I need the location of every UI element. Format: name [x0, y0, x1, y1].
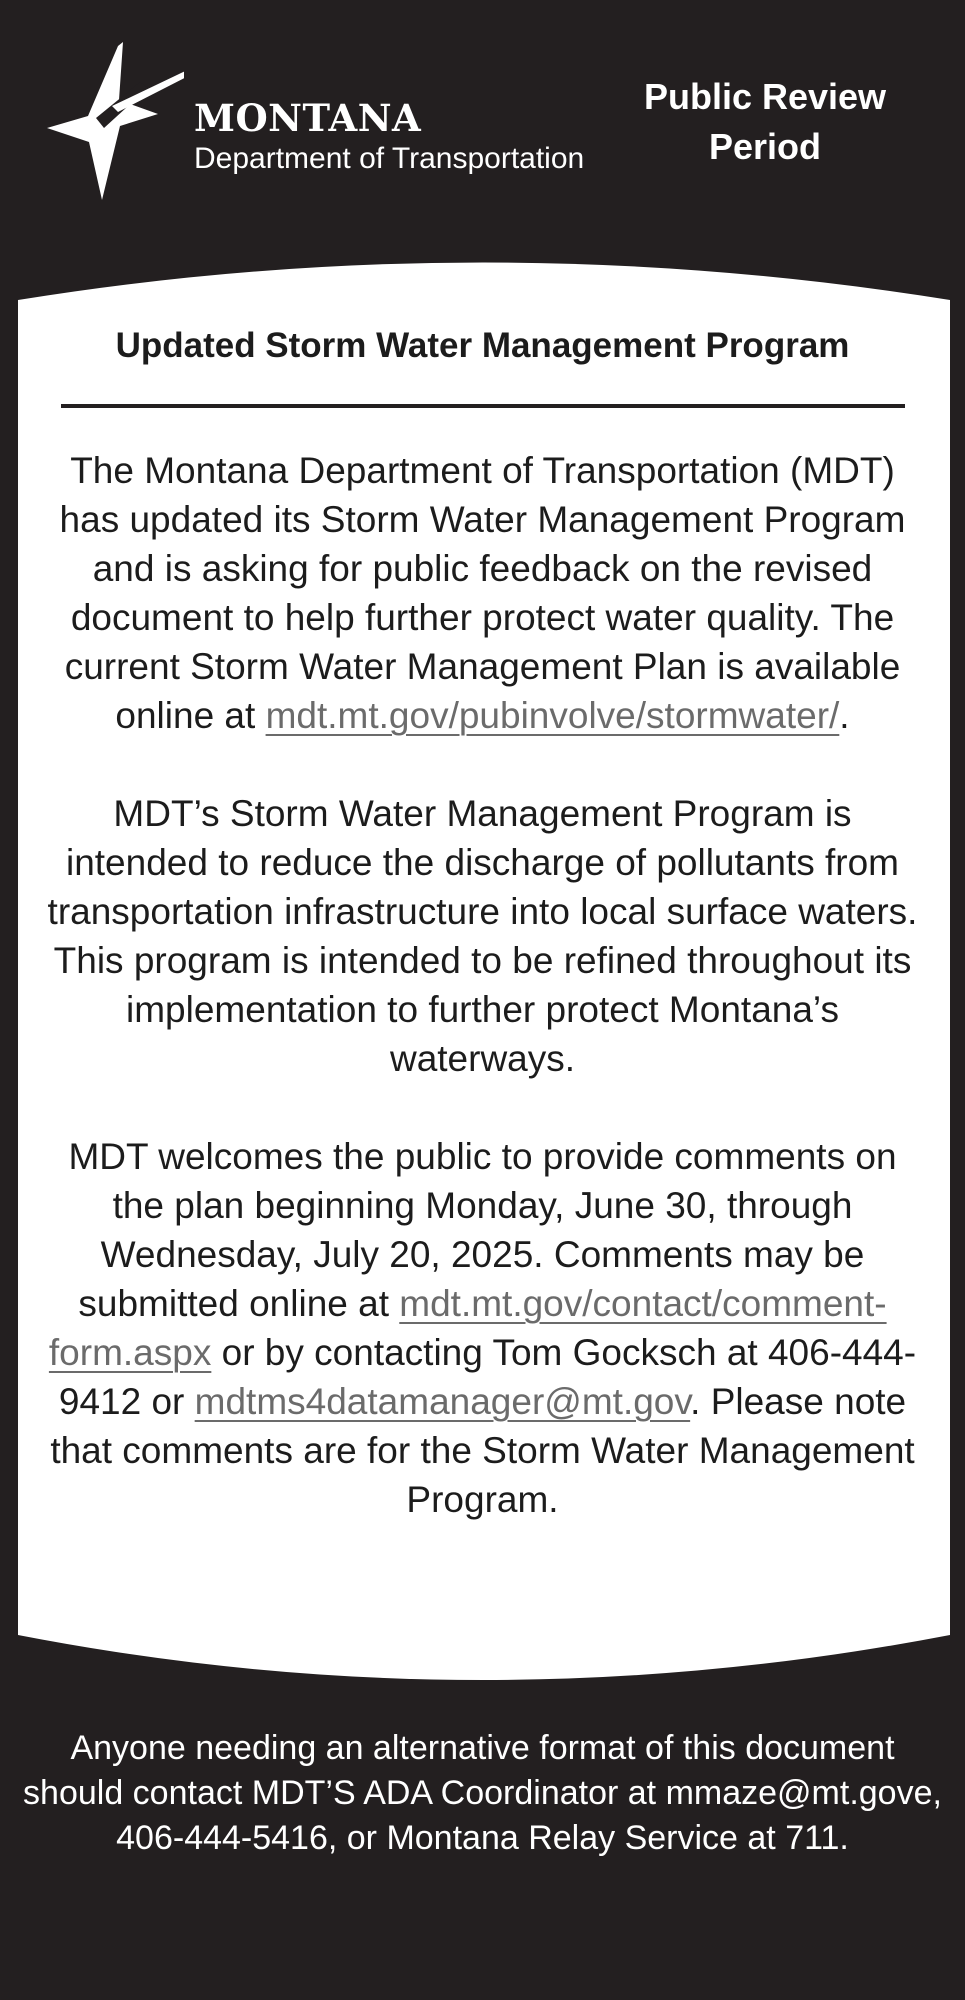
email-link[interactable]: mdtms4datamanager@mt.gov: [194, 1381, 691, 1422]
intro-text: The Montana Department of Transportation (MDT) has updated its Storm Water Management Program and is asking for public feedback on the revised document to help further protect water quality. The current Storm Water Management Plan is available online at: [59, 450, 906, 736]
logo-title: MONTANA: [194, 96, 422, 140]
paragraph-intro: [35, 446, 930, 740]
review-line-1: Public Review: [643, 76, 887, 117]
notice-title: Updated Storm Water Management Program: [115, 326, 850, 365]
review-line-2: Period: [708, 126, 822, 167]
paragraph-comments: [35, 1132, 930, 1524]
comments-text: MDT welcomes the public to provide comments on the plan beginning Monday, June 30, through Wednesday, July 20, 2025. Comments may be submitted online at: [68, 1136, 897, 1324]
title-divider: [61, 404, 905, 408]
comments-mid: or by contacting Tom Gocksch at 406-444-9412 or: [58, 1332, 917, 1422]
intro-end: .: [839, 695, 850, 736]
logo-subtitle: Department of Transportation: [194, 142, 585, 175]
review-badge: [605, 72, 925, 172]
comments-end: . Please note that comments are for the Storm Water Management Program.: [50, 1381, 915, 1520]
star-logo-icon: [44, 36, 184, 206]
comment-form-link[interactable]: mdt.mt.gov/contact/comment-form.aspx: [48, 1283, 887, 1373]
header: [0, 0, 965, 270]
mdt-logo[interactable]: [44, 36, 604, 206]
stormwater-plan-link[interactable]: mdt.mt.gov/pubinvolve/stormwater/: [265, 695, 840, 736]
ada-footer: Anyone needing an alternative format of this document should contact MDT’S ADA Coordinator at mmaze@mt.gove, 406-444-5416, or Montana Relay Service at 711.: [23, 1729, 942, 1857]
paragraph-purpose: MDT’s Storm Water Management Program is intended to reduce the discharge of pollutants from transportation infrastructure into local surface waters. This program is intended to be refined throughout its implementation to further protect Montana’s waterways.: [47, 793, 918, 1079]
notice-panel: [35, 310, 930, 1573]
